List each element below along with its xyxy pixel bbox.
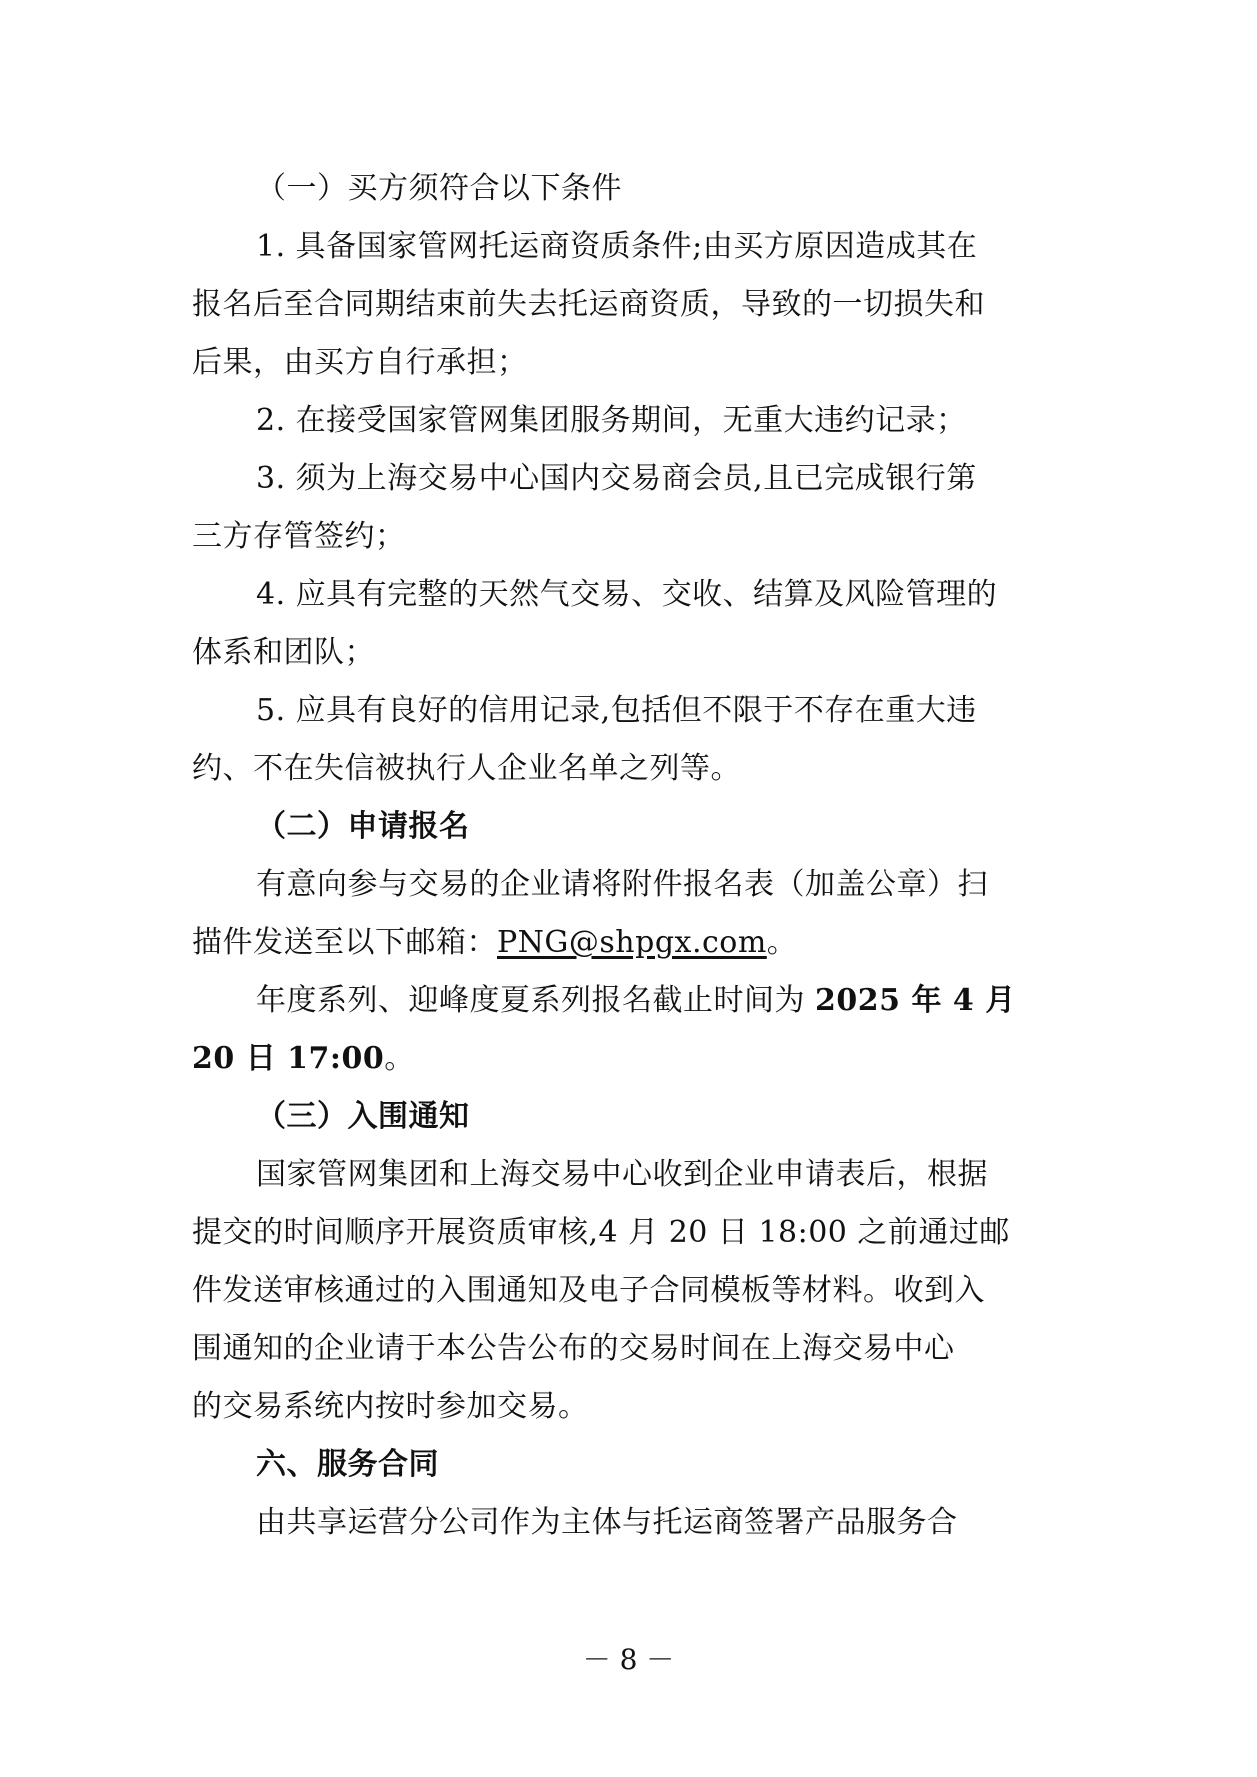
section-heading-notice: （三）入围通知 <box>256 1099 470 1134</box>
list-item: 3. 须为上海交易中心国内交易商会员,且已完成银行第 三方存管签约； <box>192 461 977 554</box>
paragraph-deadline: 年度系列、迎峰度夏系列报名截止时间为 2025 年 4 月 20 日 17:00。 <box>192 983 1016 1076</box>
document-body <box>192 160 1064 1552</box>
section-heading-apply: （二）申请报名 <box>256 809 470 844</box>
list-item: 2. 在接受国家管网集团服务期间，无重大违约记录； <box>256 403 967 438</box>
section-heading-service-contract: 六、服务合同 <box>256 1447 439 1482</box>
deadline-date: 2025 年 4 月 <box>815 983 1016 1018</box>
page-number: － 8 － <box>582 1643 675 1676</box>
paragraph-service-contract: 由共享运营分公司作为主体与托运商签署产品服务合 <box>256 1505 958 1540</box>
email-link[interactable]: PNG@shpgx.com <box>497 925 767 960</box>
paragraph-notice: 国家管网集团和上海交易中心收到企业申请表后，根据 提交的时间顺序开展资质审核,4 月 20 日 18:00 之前通过邮 件发送审核通过的入围通知及电子合同模板等材料。收到入 围通知的企业请于本公告公布的交易时间在上海交易中心 的交易系统内按时参加交易。 <box>192 1157 1010 1424</box>
list-item: 4. 应具有完整的天然气交易、交收、结算及风险管理的 体系和团队； <box>192 577 998 670</box>
list-item: 5. 应具有良好的信用记录,包括但不限于不存在重大违 约、不在失信被执行人企业名单之列等。 <box>192 693 977 786</box>
section-heading-buyer-conditions: （一）买方须符合以下条件 <box>256 171 622 206</box>
paragraph-apply: 有意向参与交易的企业请将附件报名表（加盖公章）扫 描件发送至以下邮箱：PNG@shpgx.com。 <box>192 867 988 960</box>
deadline-time: 20 日 17:00 <box>192 1041 385 1076</box>
list-item: 1. 具备国家管网托运商资质条件;由买方原因造成其在 报名后至合同期结束前失去托运商资质，导致的一切损失和 后果，由买方自行承担； <box>192 229 985 380</box>
